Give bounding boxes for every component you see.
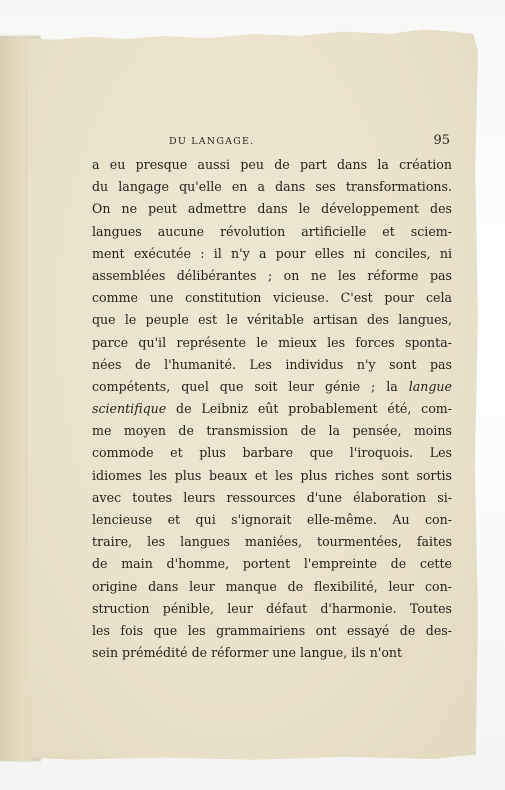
text-segment: parce qu'il représente le mieux les forces sponta- [92, 334, 452, 350]
text-line [92, 576, 452, 598]
text-line [92, 487, 452, 509]
text-segment: idiomes les plus beaux et les plus riches sont sortis [92, 467, 452, 483]
text-segment: ment exécutée : il n'y a pour elles ni conciles, ni [92, 245, 452, 261]
text-segment: On ne peut admettre dans le développement des [92, 201, 452, 217]
page-header [144, 132, 450, 152]
text-segment: sein prémédité de réformer une langue, ils n'ont [92, 645, 403, 661]
text-line [92, 198, 452, 220]
text-segment: me moyen de transmission de la pensée, moins [92, 423, 452, 439]
text-line [92, 309, 452, 331]
text-line [92, 398, 452, 420]
text-segment: traire, les langues maniées, tourmentées, faites [92, 534, 452, 550]
text-line [92, 287, 452, 309]
body-text [92, 154, 452, 664]
text-line [92, 376, 452, 398]
text-line [92, 509, 452, 531]
italic-text: langue [408, 378, 452, 394]
text-segment: commode et plus barbare que l'iroquois. Les [92, 445, 452, 461]
text-line [92, 531, 452, 553]
text-segment: que le peuple est le véritable artisan des langues, [92, 312, 452, 328]
text-segment: avec toutes leurs ressources d'une élaboration si- [92, 489, 452, 505]
text-segment: les fois que les grammairiens ont essayé de des- [92, 622, 452, 638]
page-number: 95 [433, 133, 450, 148]
text-segment: nées de l'humanité. Les individus n'y sont pas [92, 356, 452, 372]
text-segment: lencieuse et qui s'ignorait elle-même. Au con- [92, 512, 452, 527]
text-line [92, 354, 452, 376]
text-segment: du langage qu'elle en a dans ses transformations. [92, 179, 452, 195]
text-line [92, 620, 452, 642]
text-line [92, 243, 452, 265]
text-line [92, 598, 452, 620]
text-segment: de main d'homme, portent l'empreinte de cette [92, 556, 452, 572]
text-segment: de Leibniz eût probablement été, com- [166, 401, 452, 417]
text-segment: compétents, quel que soit leur génie ; la [92, 378, 409, 394]
text-line [92, 154, 452, 176]
text-line [92, 465, 452, 487]
text-line [92, 553, 452, 575]
running-title: DU LANGAGE. [169, 136, 255, 147]
text-line [92, 420, 452, 442]
text-line [92, 176, 452, 198]
text-segment: origine dans leur manque de flexibilité, leur con- [92, 578, 452, 594]
text-segment: struction pénible, leur défaut d'harmonie. Toutes [92, 600, 452, 616]
text-line [92, 442, 452, 464]
text-line [92, 265, 452, 287]
text-line [92, 642, 452, 664]
text-line [92, 221, 452, 243]
text-segment: comme une constitution vicieuse. C'est pour cela [92, 290, 452, 306]
text-line [92, 332, 452, 354]
text-segment: langues aucune révolution artificielle et sciem- [92, 223, 452, 239]
italic-text: scientifique [92, 401, 167, 417]
text-segment: a eu presque aussi peu de part dans la création [92, 157, 452, 172]
text-segment: assemblées délibérantes ; on ne les réforme pas [92, 267, 452, 283]
